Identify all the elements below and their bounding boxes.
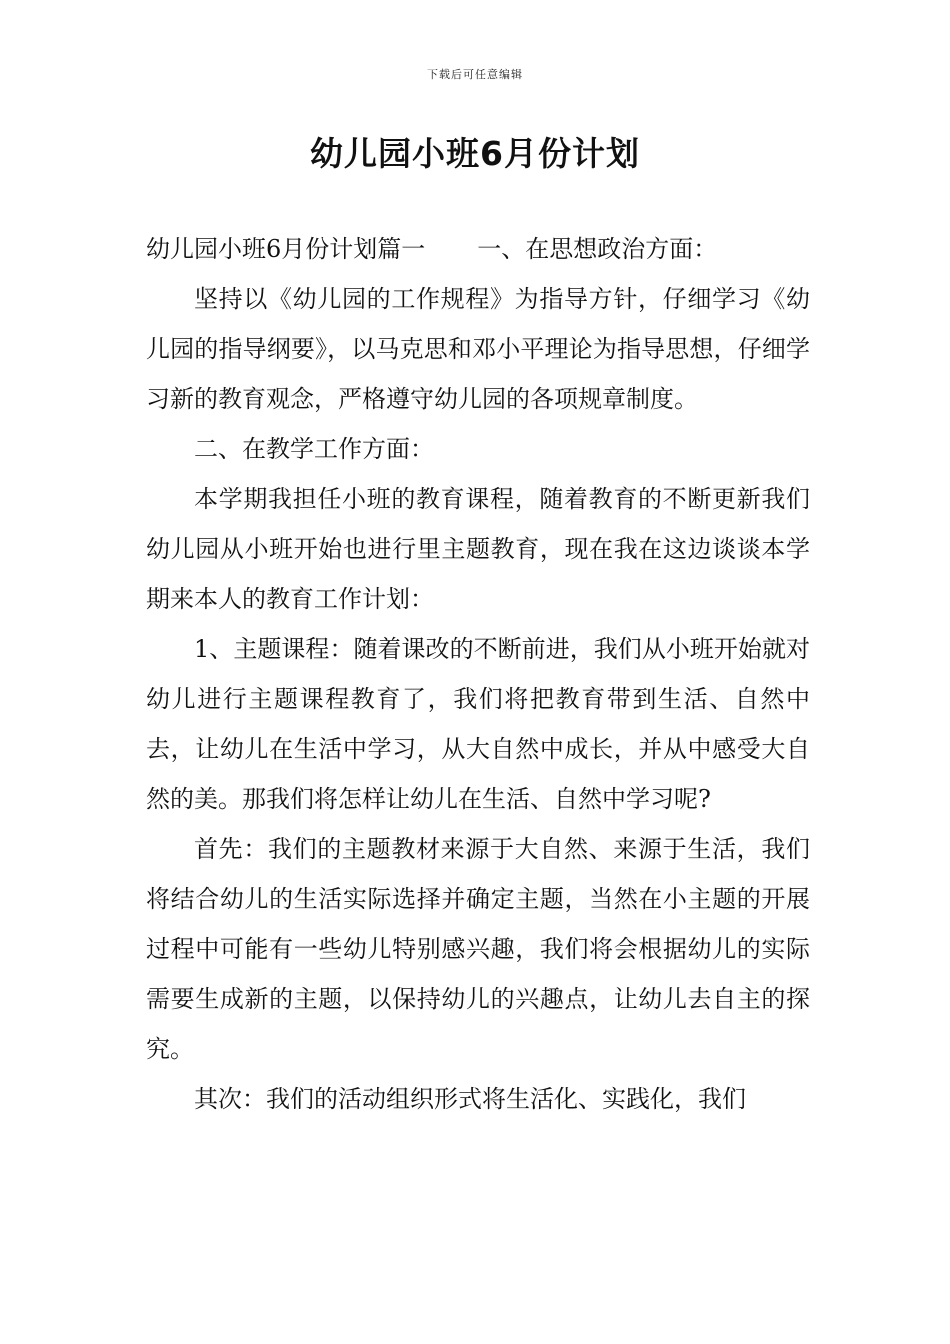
paragraph: 本学期我担任小班的教育课程，随着教育的不断更新我们幼儿园从小班开始也进行里主题教育，现在我在这边谈谈本学期来本人的教育工作计划： (146, 485, 810, 613)
section-heading-1: 一、在思想政治方面： (477, 235, 718, 263)
section-heading-2: 二、在教学工作方面： (194, 435, 434, 463)
header-note: 下载后可任意编辑 (427, 68, 523, 81)
chapter-label: 幼儿园小班6月份计划篇一 (146, 235, 426, 263)
paragraph: 首先：我们的主题教材来源于大自然、来源于生活，我们将结合幼儿的生活实际选择并确定主题，当然在小主题的开展过程中可能有一些幼儿特别感兴趣，我们将会根据幼儿的实际需要生成新的主题，以保持幼儿的兴趣点，让幼儿去自主的探究。 (146, 835, 810, 1063)
document-body (146, 224, 810, 1124)
paragraph: 1、主题课程：随着课改的不断前进，我们从小班开始就对幼儿进行主题课程教育了，我们将把教育带到生活、自然中去，让幼儿在生活中学习，从大自然中成长，并从中感受大自然的美。那我们将怎样让幼儿在生活、自然中学习呢? (146, 635, 810, 813)
paragraph: 坚持以《幼儿园的工作规程》为指导方针，仔细学习《幼儿园的指导纲要》，以马克思和邓小平理论为指导思想，仔细学习新的教育观念，严格遵守幼儿园的各项规章制度。 (146, 285, 810, 413)
document-title: 幼儿园小班6月份计划 (310, 134, 640, 173)
intro-line (146, 224, 810, 274)
paragraph: 其次：我们的活动组织形式将生活化、实践化，我们 (194, 1085, 746, 1113)
